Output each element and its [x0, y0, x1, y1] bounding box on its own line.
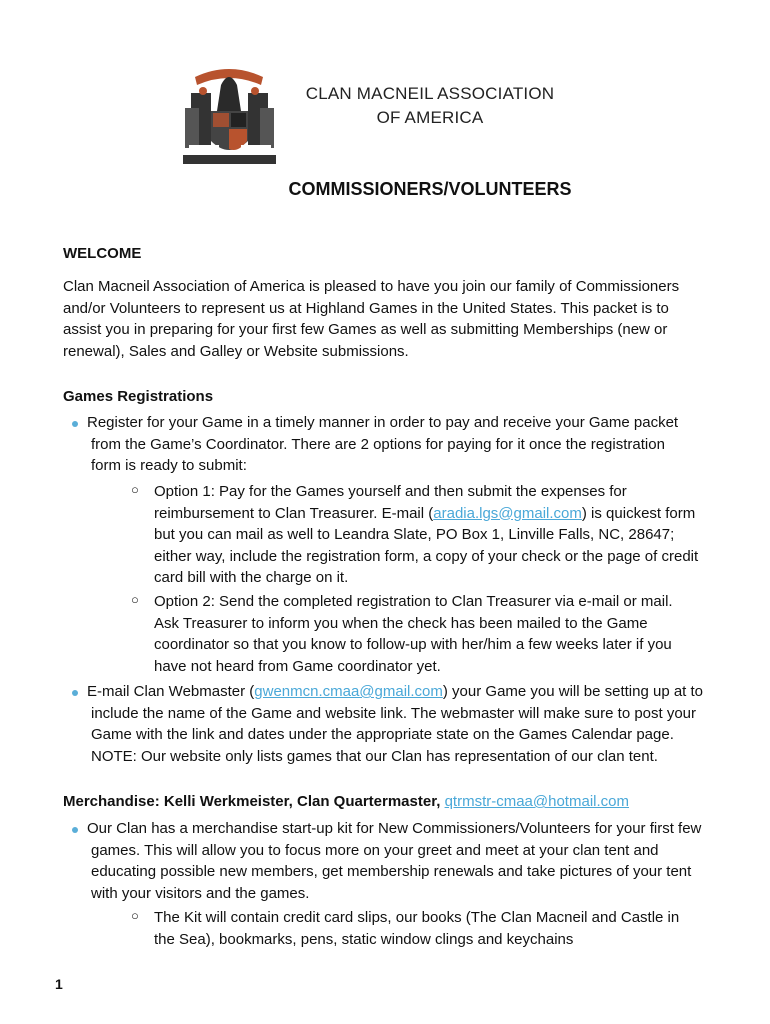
merch-heading-text: Merchandise: Kelli Werkmeister, Clan Quartermaster,	[63, 793, 445, 810]
bullet-icon	[72, 421, 78, 427]
text-line: Option 2: Send the completed registration to Clan Treasurer via e-mail or mail.	[154, 593, 673, 610]
circle-bullet-icon: ○	[131, 592, 139, 607]
text-line: games. This will allow you to focus more on your greet and meet at your clan tent and	[91, 841, 659, 859]
text-line: NOTE: Our website only lists games that our Clan has representation of our clan tent.	[91, 747, 658, 765]
text-line: and/or Volunteers to represent us at Highland Games in the United States. This packet is to	[63, 299, 669, 317]
list-item	[154, 907, 679, 950]
quartermaster-email-link[interactable]: qtrmstr-cmaa@hotmail.com	[444, 793, 629, 810]
text-line: coordinator so that you know to follow-up with her/him a few weeks later if you	[154, 636, 672, 654]
text: ) is quickest form	[581, 504, 696, 522]
bullet-icon	[72, 690, 78, 696]
org-name-line2: OF AMERICA	[376, 108, 484, 127]
text-line	[87, 681, 703, 703]
text-line	[154, 503, 698, 525]
text: E-mail Clan Webmaster (	[87, 683, 255, 700]
text-line: The Kit will contain credit card slips, our books (The Clan Macneil and Castle in	[154, 909, 680, 926]
bullet-icon	[72, 827, 78, 833]
treasurer-email-link[interactable]: aradia.lgs@gmail.com	[433, 504, 582, 522]
text-line: form is ready to submit:	[91, 457, 247, 475]
text-line: the Sea), bookmarks, pens, static window clings and keychains	[154, 930, 574, 948]
text-line: either way, include the registration form, a copy of your check or the page of credit	[154, 547, 699, 565]
text-line: have not heard from Game coordinator yet.	[154, 657, 441, 675]
text-line: Ask Treasurer to inform you when the check has been mailed to the Game	[154, 614, 648, 632]
text-line: renewal), Sales and Galley or Website submissions.	[63, 342, 409, 360]
list-item	[154, 591, 673, 677]
text-line: Our Clan has a merchandise start-up kit for New Commissioners/Volunteers for your first few	[87, 820, 702, 837]
text-line: card bill with the charge on it.	[154, 569, 349, 587]
text-line: assist you in preparing for your first few Games as well as submitting Memberships (new or	[63, 321, 668, 339]
text-line: with your visitors and the games.	[91, 884, 310, 902]
circle-bullet-icon: ○	[131, 908, 139, 923]
org-name	[300, 82, 560, 130]
text-line: Game with the link and dates under the appropriate state on the Games Calendar page.	[91, 726, 674, 744]
merch-heading	[63, 791, 629, 813]
list-item	[87, 818, 701, 904]
text: ) your Game you will be setting up at to	[442, 683, 704, 700]
text-line: Option 1: Pay for the Games yourself and then submit the expenses for	[154, 483, 627, 500]
text-line: from the Game’s Coordinator. There are 2 options for paying for it once the registration	[91, 435, 665, 453]
list-item	[87, 412, 678, 477]
welcome-heading: WELCOME	[63, 245, 142, 262]
text-line: Register for your Game in a timely manner in order to pay and receive your Game packet	[87, 414, 679, 431]
text-line: educating possible new members, get membership renewals and take pictures of your tent	[91, 863, 692, 881]
list-item	[87, 681, 703, 767]
text-line: but you can mail as well to Leandra Slate, PO Box 1, Linville Falls, NC, 28647;	[154, 526, 675, 544]
clan-crest-icon	[183, 63, 276, 164]
webmaster-email-link[interactable]: gwenmcn.cmaa@gmail.com	[254, 683, 443, 700]
list-item	[154, 481, 698, 589]
text-line: include the name of the Game and website link. The webmaster will make sure to post your	[91, 704, 697, 722]
text-line: Clan Macneil Association of America is pleased to have you join our family of Commissioners	[63, 278, 680, 295]
org-name-line1: CLAN MACNEIL ASSOCIATION	[305, 84, 555, 103]
circle-bullet-icon: ○	[131, 482, 139, 497]
games-heading: Games Registrations	[63, 388, 214, 405]
page-title: COMMISSIONERS/VOLUNTEERS	[288, 179, 572, 199]
welcome-paragraph	[63, 276, 679, 362]
text: reimbursement to Clan Treasurer. E-mail (	[154, 504, 434, 522]
page-number: 1	[55, 976, 63, 992]
